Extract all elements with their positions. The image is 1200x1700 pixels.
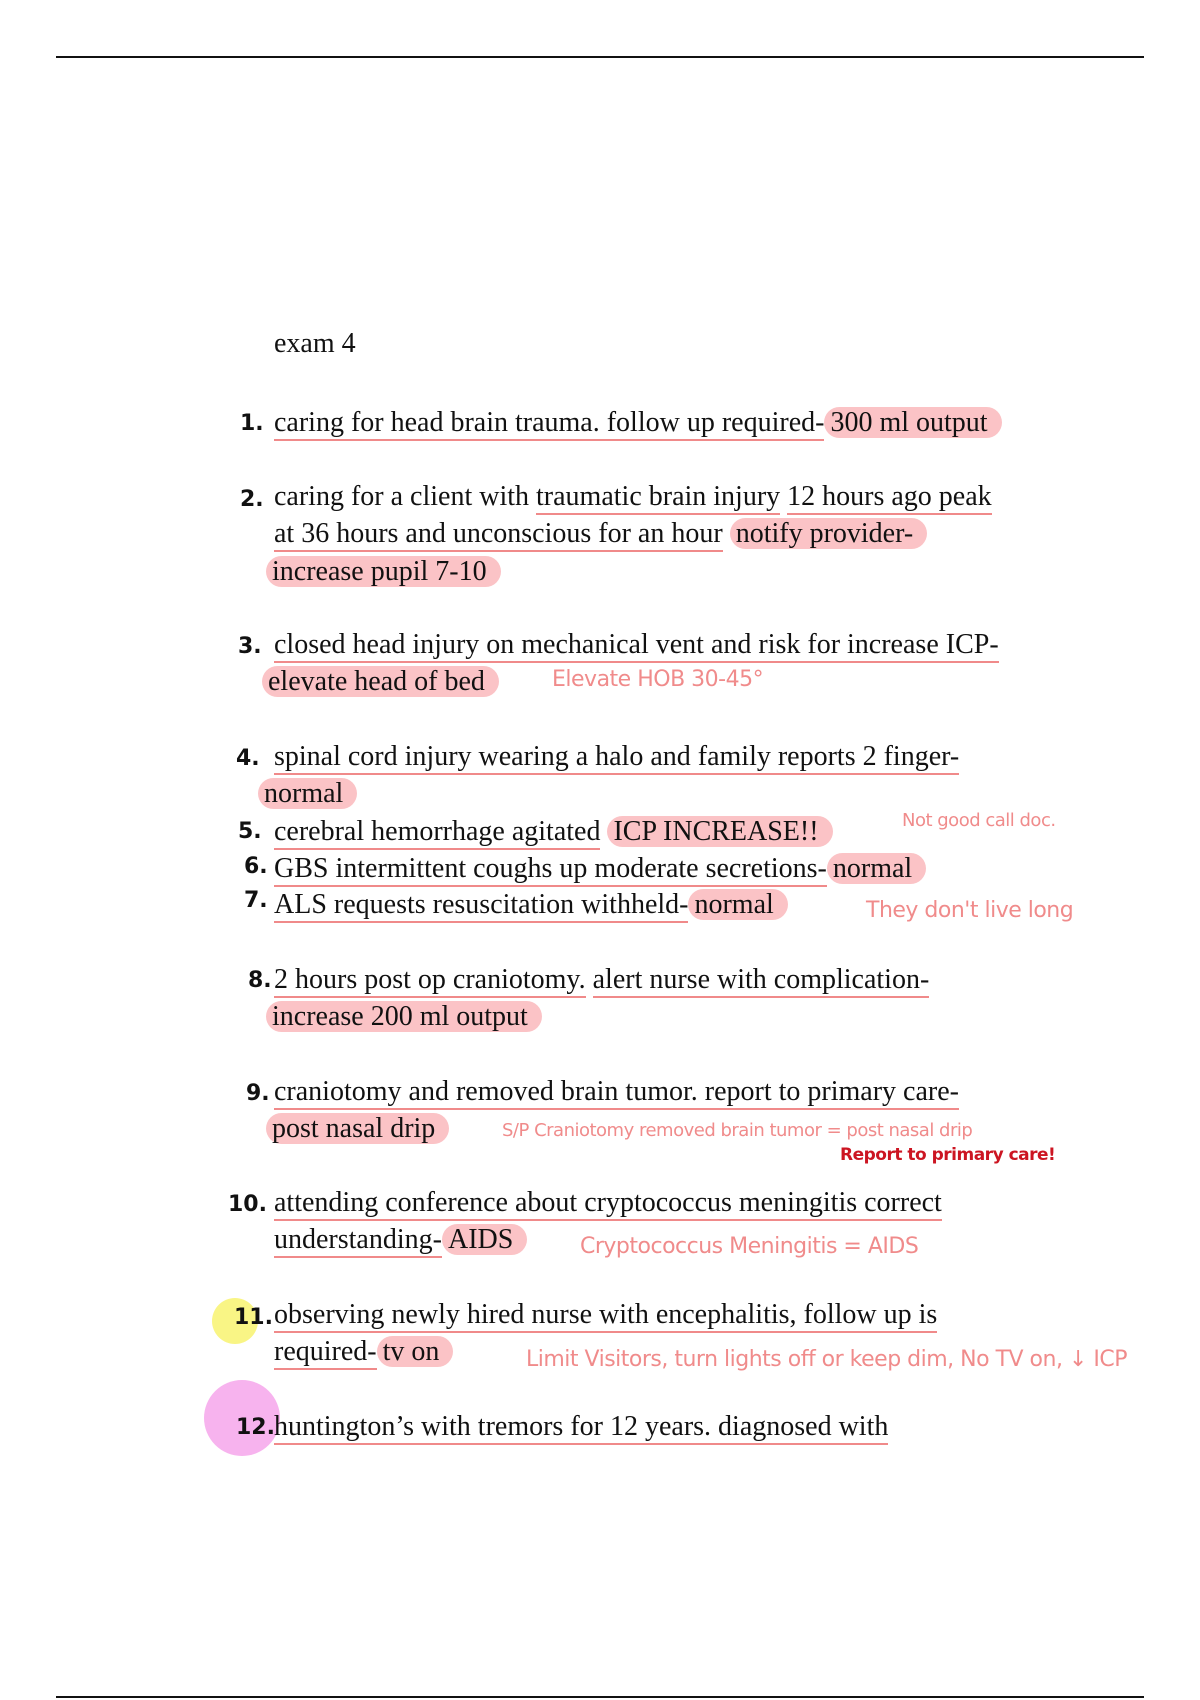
question-3-line-2 — [262, 665, 499, 699]
question-9-line-2 — [266, 1112, 449, 1146]
question-number-12: 12. — [236, 1415, 275, 1440]
question-11-line-1 — [274, 1298, 937, 1332]
q2-text-4: at 36 hours and unconscious for an hour — [274, 518, 723, 552]
q6-text: GBS intermittent coughs up moderate secretions- — [274, 853, 827, 887]
question-6 — [274, 852, 926, 886]
question-10-line-2 — [274, 1223, 527, 1257]
q11-answer: tv on — [377, 1336, 454, 1367]
q3-answer: elevate head of bed — [262, 666, 499, 697]
q5-text: cerebral hemorrhage agitated — [274, 816, 600, 850]
q11-handwritten-note: Limit Visitors, turn lights off or keep dim, No TV on, ↓ ICP — [526, 1347, 1127, 1372]
q8-answer: increase 200 ml output — [266, 1001, 542, 1032]
question-number-8: 8. — [248, 968, 272, 993]
question-2-line-1 — [274, 480, 992, 514]
question-8-line-2 — [266, 1000, 542, 1034]
question-number-5: 5. — [238, 819, 262, 844]
question-number-6: 6. — [244, 854, 268, 879]
bottom-rule — [56, 1696, 1144, 1698]
q12-text: huntington’s with tremors for 12 years. diagnosed with — [274, 1411, 888, 1445]
question-1 — [274, 406, 1002, 440]
q7-answer: normal — [688, 889, 787, 920]
question-5 — [274, 815, 833, 849]
q10-text-2: understanding- — [274, 1224, 442, 1258]
q10-text-1: attending conference about cryptococcus meningitis correct — [274, 1187, 942, 1221]
q2-text-3: 12 hours ago peak — [787, 481, 992, 515]
q6-answer: normal — [827, 853, 926, 884]
q9-handwritten-note-red: Report to primary care! — [840, 1145, 1056, 1165]
q4-answer: normal — [258, 778, 357, 809]
question-3-line-1 — [274, 628, 999, 662]
question-11-line-2 — [274, 1335, 453, 1369]
question-number-3: 3. — [238, 634, 262, 659]
question-10-line-1 — [274, 1186, 942, 1220]
question-2-line-3 — [266, 555, 501, 589]
page-title: exam 4 — [274, 328, 356, 359]
question-9-line-1 — [274, 1075, 959, 1109]
q2-text-1: caring for a client with — [274, 481, 530, 512]
question-4-line-1 — [274, 740, 959, 774]
q10-answer: AIDS — [442, 1224, 527, 1255]
q10-handwritten-note: Cryptococcus Meningitis = AIDS — [580, 1234, 919, 1259]
q8-text-2: alert nurse with complication- — [593, 964, 930, 998]
question-number-4: 4. — [236, 746, 260, 771]
q11-text-1: observing newly hired nurse with encephalitis, follow up is — [274, 1299, 937, 1333]
question-number-7: 7. — [244, 888, 268, 913]
q1-text: caring for head brain trauma. follow up required- — [274, 407, 824, 441]
q3-text: closed head injury on mechanical vent and risk for increase ICP- — [274, 629, 999, 663]
question-12 — [274, 1410, 888, 1444]
q3-handwritten-note: Elevate HOB 30-45° — [552, 667, 764, 692]
q5-answer: ICP INCREASE!! — [607, 816, 832, 847]
question-2-line-2 — [274, 517, 927, 551]
question-7 — [274, 888, 788, 922]
question-number-1: 1. — [240, 411, 264, 436]
question-8-line-1 — [274, 963, 929, 997]
q2-text-2: traumatic brain injury — [536, 481, 780, 515]
question-number-9: 9. — [246, 1081, 270, 1106]
q9-answer: post nasal drip — [266, 1113, 449, 1144]
q9-text: craniotomy and removed brain tumor. report to primary care- — [274, 1076, 959, 1110]
question-number-10: 10. — [228, 1192, 267, 1217]
q2-answer-1: notify provider- — [730, 518, 928, 549]
q2-answer-2: increase pupil 7-10 — [266, 556, 501, 587]
question-number-2: 2. — [240, 487, 264, 512]
q9-handwritten-note: S/P Craniotomy removed brain tumor = post nasal drip — [502, 1120, 973, 1141]
question-4-line-2 — [258, 777, 357, 811]
top-rule — [56, 56, 1144, 58]
q7-text: ALS requests resuscitation withheld- — [274, 889, 688, 923]
q11-text-2: required- — [274, 1336, 377, 1370]
q5-handwritten-note: Not good call doc. — [902, 810, 1056, 831]
q4-text: spinal cord injury wearing a halo and family reports 2 finger- — [274, 741, 959, 775]
q8-text-1: 2 hours post op craniotomy. — [274, 964, 586, 998]
q1-answer: 300 ml output — [824, 407, 1001, 438]
question-number-11: 11. — [234, 1305, 273, 1330]
q7-handwritten-note: They don't live long — [866, 898, 1074, 923]
